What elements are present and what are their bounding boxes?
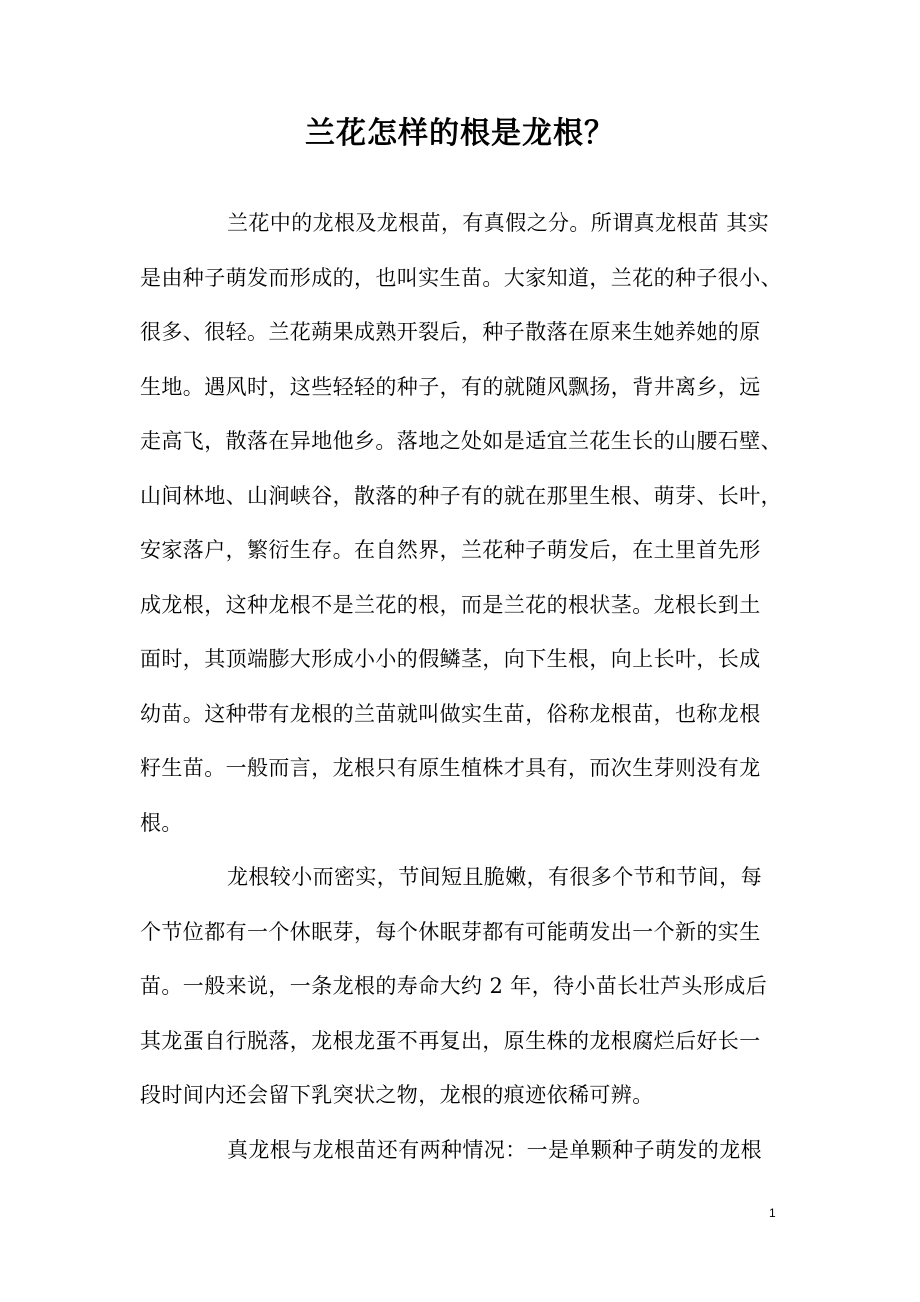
text-line: 安家落户，繁衍生存。在自然界，兰花种子萌发后，在土里首先形 <box>140 538 761 562</box>
text-line: 籽生苗。一般而言，龙根只有原生植株才具有，而次生芽则没有龙 <box>140 756 761 780</box>
text-line: 真龙根与龙根苗还有两种情况：一是单颗种子萌发的龙根 <box>227 1137 762 1162</box>
text-line: 苗。一般来说，一条龙根的寿命大约 2 年，待小苗长壮芦头形成后 <box>140 974 768 998</box>
paragraph-1 <box>140 196 780 850</box>
paragraph-2 <box>140 850 780 1123</box>
text-line: 走高飞，散落在异地他乡。落地之处如是适宜兰花生长的山腰石壁、 <box>140 429 782 453</box>
document-title: 兰花怎样的根是龙根？ <box>305 116 615 151</box>
text-line: 很多、很轻。兰花蒴果成熟开裂后，种子散落在原来生她养她的原 <box>140 320 761 344</box>
text-line: 成龙根，这种龙根不是兰花的根，而是兰花的根状茎。龙根长到土 <box>140 592 761 617</box>
text-line: 龙根较小而密实，节间短且脆嫩，有很多个节和节间，每 <box>227 865 762 889</box>
text-line: 是由种子萌发而形成的，也叫实生苗。大家知道，兰花的种子很小、 <box>140 265 782 290</box>
page-number: 1 <box>769 1206 776 1220</box>
document-body <box>140 196 780 1177</box>
paragraph-3 <box>140 1123 780 1178</box>
text-line: 山间林地、山涧峡谷，散落的种子有的就在那里生根、萌芽、长叶， <box>140 483 782 508</box>
text-line: 段时间内还会留下乳突状之物，龙根的痕迹依稀可辨。 <box>140 1083 654 1107</box>
text-line: 兰花中的龙根及龙根苗，有真假之分。所谓真龙根苗 其实 <box>227 211 770 235</box>
text-line: 其龙蛋自行脱落，龙根龙蛋不再复出，原生株的龙根腐烂后好长一 <box>140 1028 761 1053</box>
text-line: 根。 <box>140 810 183 835</box>
text-line: 生地。遇风时，这些轻轻的种子，有的就随风飘扬，背井离乡，远 <box>140 374 761 399</box>
text-line: 幼苗。这种带有龙根的兰苗就叫做实生苗，俗称龙根苗，也称龙根 <box>140 701 761 726</box>
text-line: 面时，其顶端膨大形成小小的假鳞茎，向下生根，向上长叶，长成 <box>140 647 761 671</box>
text-line: 个节位都有一个休眠芽，每个休眠芽都有可能萌发出一个新的实生 <box>140 919 761 944</box>
